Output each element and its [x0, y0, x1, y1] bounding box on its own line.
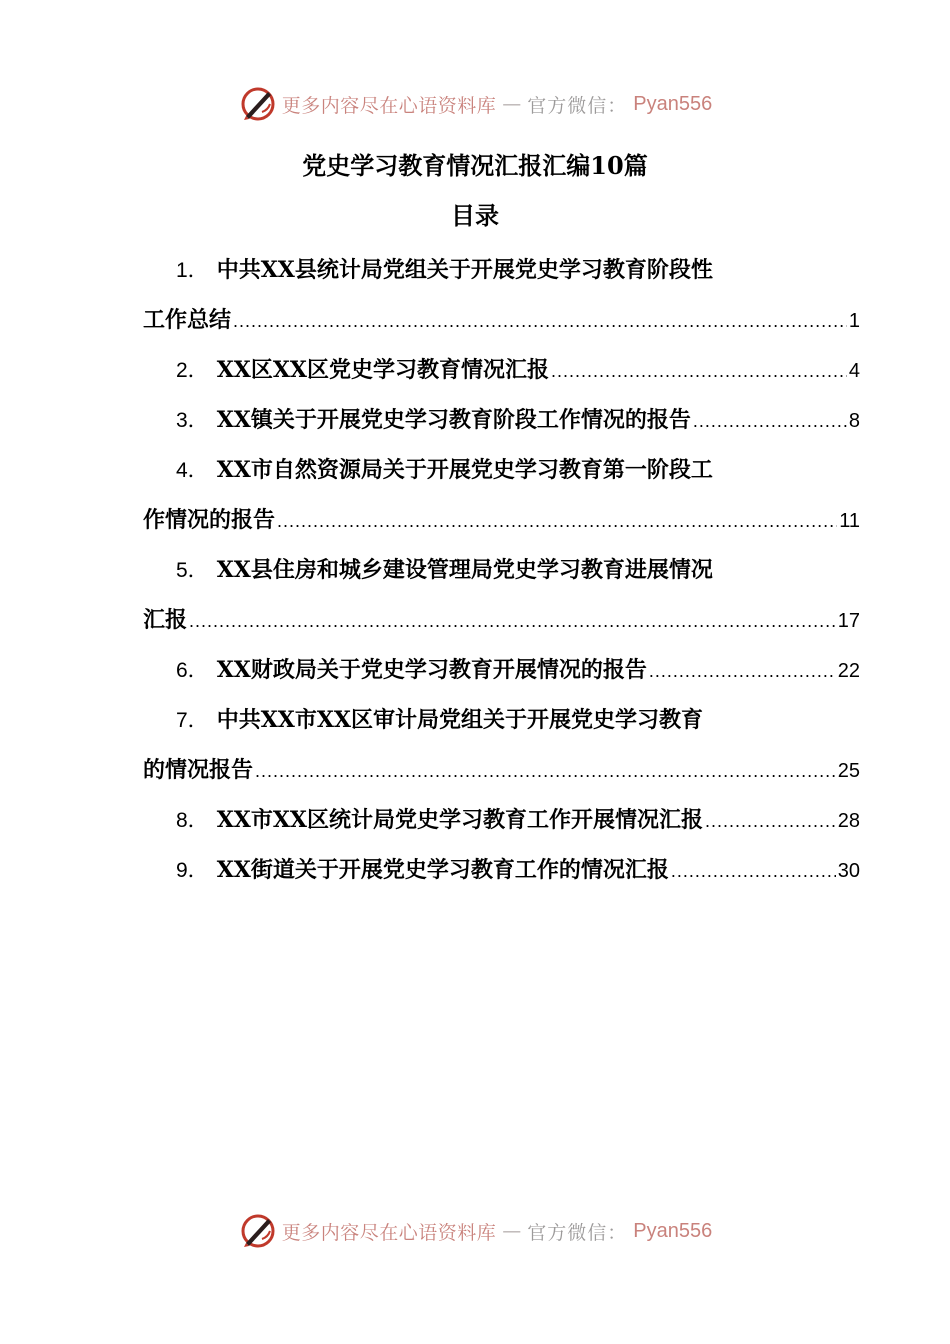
- toc-leader-dots: [671, 846, 836, 896]
- toc-entry[interactable]: [143, 345, 860, 395]
- toc-leader-dots: [551, 346, 847, 396]
- toc-entry[interactable]: [143, 795, 860, 845]
- toc-leader-dots: [233, 296, 847, 346]
- toc-entry-title: XX镇关于开展党史学习教育阶段工作情况的报告: [216, 407, 691, 433]
- toc-entry-title: XX区XX区党史学习教育情况汇报: [216, 357, 549, 383]
- toc-entry-title-cont: 的情况报告: [143, 757, 254, 783]
- pen-circle-logo-icon: [238, 1211, 278, 1251]
- toc-entry[interactable]: [143, 245, 860, 345]
- toc-entry-number: 6．: [176, 659, 209, 682]
- toc-entry-number: 2．: [176, 359, 209, 382]
- toc-entry-page: 30: [837, 860, 860, 882]
- watermark-brand-text: 更多内容尽在心语资料库: [281, 1221, 497, 1244]
- watermark-official-label: 官方微信：: [527, 1221, 628, 1244]
- toc-heading: 目录: [451, 201, 499, 230]
- toc-entry-title: 中共XX县统计局党组关于开展党史学习教育阶段性: [216, 257, 713, 283]
- toc-entry-page: 17: [837, 610, 860, 632]
- toc-entry-title-cont: 作情况的报告: [143, 507, 276, 533]
- toc-entry-page: 25: [837, 760, 860, 782]
- toc-entry-page: 11: [839, 510, 860, 532]
- toc-leader-dots: [189, 596, 836, 646]
- watermark-dash: —: [502, 1220, 522, 1242]
- toc-leader-dots: [255, 746, 836, 796]
- header-watermark: [0, 82, 950, 126]
- toc-entry[interactable]: [143, 645, 860, 695]
- toc-entry-page: 8: [848, 410, 860, 432]
- toc-leader-dots: [649, 646, 836, 696]
- toc-entry[interactable]: [143, 695, 860, 795]
- table-of-contents: [143, 245, 860, 895]
- toc-entry-number: 8．: [176, 809, 209, 832]
- toc-entry-number: 7．: [176, 709, 209, 732]
- toc-entry-page: 4: [848, 360, 860, 382]
- toc-entry-number: 9．: [176, 859, 209, 882]
- pen-circle-logo-icon: [238, 84, 278, 124]
- toc-entry[interactable]: [143, 545, 860, 645]
- toc-entry-title: XX财政局关于党史学习教育开展情况的报告: [216, 657, 647, 683]
- toc-entry-page: 1: [848, 310, 860, 332]
- toc-entry-number: 3．: [176, 409, 209, 432]
- toc-entry-number: 4．: [176, 459, 209, 482]
- footer-watermark: [0, 1209, 950, 1253]
- toc-entry-number: 1．: [176, 259, 209, 282]
- toc-entry-page: 28: [837, 810, 860, 832]
- watermark-official-label: 官方微信：: [527, 94, 628, 117]
- toc-leader-dots: [705, 796, 836, 846]
- toc-entry-title: 中共XX市XX区审计局党组关于开展党史学习教育: [216, 707, 703, 733]
- toc-entry[interactable]: [143, 845, 860, 895]
- watermark-wechat-id: Pyan556: [633, 1219, 713, 1242]
- toc-entry-title-cont: 工作总结: [143, 307, 232, 333]
- toc-leader-dots: [277, 496, 837, 546]
- watermark-wechat-id: Pyan556: [633, 92, 713, 115]
- toc-entry-number: 5．: [176, 559, 209, 582]
- toc-entry[interactable]: [143, 395, 860, 445]
- toc-leader-dots: [693, 396, 847, 446]
- toc-entry-title: XX街道关于开展党史学习教育工作的情况汇报: [216, 857, 669, 883]
- toc-entry-title: XX市XX区统计局党史学习教育工作开展情况汇报: [216, 807, 703, 833]
- toc-entry-title-cont: 汇报: [143, 607, 188, 633]
- watermark-brand-text: 更多内容尽在心语资料库: [281, 94, 497, 117]
- toc-entry-title: XX县住房和城乡建设管理局党史学习教育进展情况: [216, 557, 713, 583]
- toc-entry-page: 22: [837, 660, 860, 682]
- document-title: 党史学习教育情况汇报汇编10篇: [302, 151, 648, 180]
- watermark-dash: —: [502, 93, 522, 115]
- toc-entry[interactable]: [143, 445, 860, 545]
- toc-entry-title: XX市自然资源局关于开展党史学习教育第一阶段工: [216, 457, 713, 483]
